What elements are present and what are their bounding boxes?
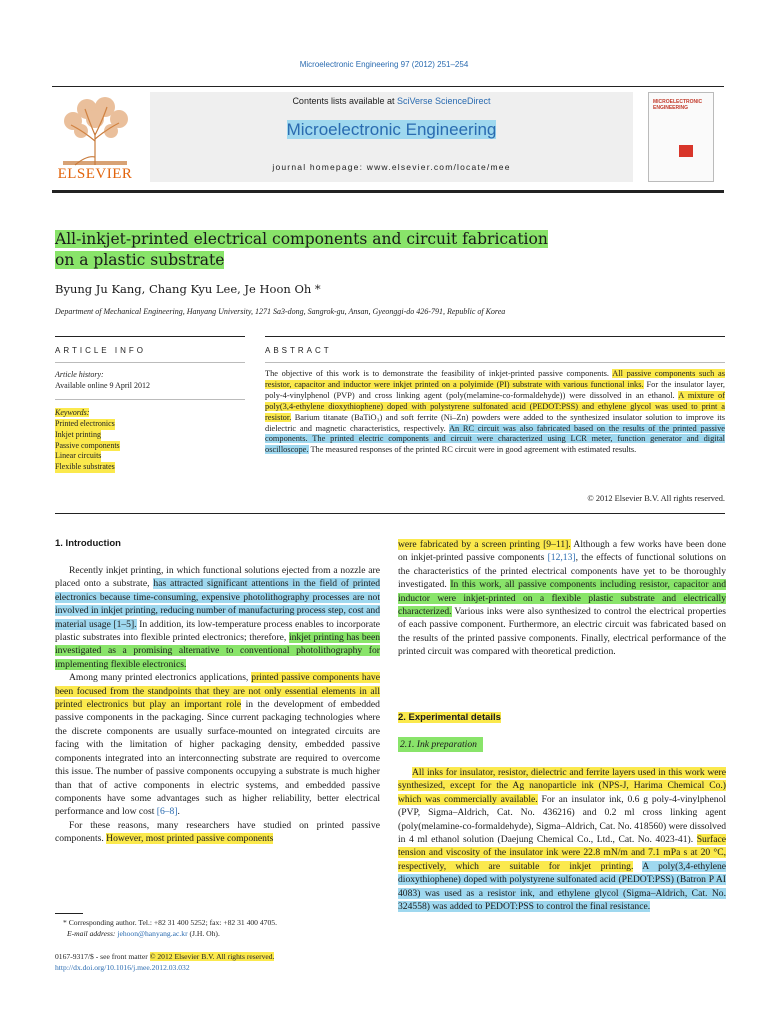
text-run: Various inks were also synthesized to control the electrical properties of each passive component. Furthermore, an electric circuit was fabricated based on the results of the printed passive components. Finally, electrical performance of the printed circuit was compared with theoretical prediction.: [398, 606, 726, 658]
keywords-list: [55, 419, 185, 473]
paper-title-line-1: All-inkjet-printed electrical components and circuit fabrication: [55, 230, 548, 248]
journal-masthead: [150, 92, 633, 182]
abstract-rule: [265, 336, 725, 337]
ink-preparation-column: [398, 766, 726, 913]
journal-homepage-link[interactable]: journal homepage: www.elsevier.com/locate/mee: [272, 162, 511, 172]
journal-title[interactable]: [150, 120, 633, 140]
keyword: Flexible substrates: [55, 462, 115, 472]
article-info-label: ARTICLE INFO: [55, 346, 146, 355]
citation-link[interactable]: [12,13]: [547, 552, 576, 564]
body-top-rule: [55, 513, 725, 514]
affiliation: Department of Mechanical Engineering, Hanyang University, 1271 Sa3-dong, Sangrok-gu, Ansan, Gyeonggi-do 426-791, Republic of Korea: [55, 307, 506, 316]
text-run: in the development of embedded passive components in the packaging. Since current packaging technologies where the discrete components are usually surface-mounted on integrated circuits are facing with the limitation of higher packaging density, embedded passive components integrated into an interconnecting substrate are required to overcome this issue. The number of passive components occupying a substrate is much higher than that of active components in electric systems, and embedded passive components have some advantages such as higher reliability, better electrical performance and low cost: [55, 699, 380, 818]
journal-reference[interactable]: Microelectronic Engineering 97 (2012) 251–254: [299, 60, 469, 69]
text-run-highlighted: A poly(3,4-ethylene dioxythiophene) doped with polystyrene sulfonated acid (PEDOT:PSS) (Batron P AI 4083) was used as a resistor ink, and ethylene glycol (Sigma–Aldrich, Cat. No. 324558) was added to PEDOT:PSS to control the final resistance.: [398, 860, 727, 913]
abstract-sentence: For the insulator layer, poly-4-vinylphenol (PVP) and cross linking agent (poly(melamine-co-formaldehyde)) were dissolved in an ethanol.: [265, 379, 726, 400]
text-run-highlighted: All inks for insulator, resistor, dielectric and ferrite layers used in this work were synthesized, except for the Ag nanoparticle ink (NPS-J, Harima Chemical Co.) which was commercially available.: [398, 767, 726, 805]
abstract-sentence: The objective of this work is to demonstrate the feasibility of inkjet-printed passive components.: [265, 369, 613, 378]
abstract-sentence-highlighted: All passive components such as resistor, capacitor and inductor were inkjet printed on a polyimide (PI) substrate with various functional inks.: [265, 369, 725, 389]
email-label: E-mail address:: [67, 928, 118, 938]
history-value: Available online 9 April 2012: [55, 381, 150, 390]
article-info-divider: [55, 362, 245, 363]
text-run: [633, 861, 642, 872]
issn-text: 0167-9317/$ - see front matter: [55, 952, 150, 961]
text-run-highlighted: In this work, all passive components including resistor, capacitor and inductor were inkjet-printed on a flexible plastic substrate and electrically characterized.: [398, 579, 727, 618]
keywords-label-text: Keywords:: [55, 408, 90, 417]
abstract-sentence-highlighted: An RC circuit was also fabricated based on the results of the printed passive components. The printed electric components and circuit were characterized using LCR meter, function generator and digital oscilloscope.: [265, 423, 725, 455]
text-run-highlighted: However, most printed passive components: [106, 833, 274, 845]
contents-prefix: Contents lists available at: [292, 96, 397, 106]
text-run: .: [177, 806, 180, 818]
text-run: , the effects of functional solutions on the characteristics of the printed electrical components have yet to be thoroughly investigated.: [398, 552, 727, 591]
doi-link[interactable]: http://dx.doi.org/10.1016/j.mee.2012.03.032: [55, 962, 190, 972]
footnote: [55, 918, 385, 939]
keyword: Linear circuits: [55, 451, 102, 461]
email-suffix: (J.H. Oh).: [187, 928, 220, 938]
text-run: Although a few works have been done on inkjet-printed passive components: [398, 539, 726, 564]
introduction-heading: 1. Introduction: [55, 538, 121, 549]
keywords-label: [55, 408, 89, 419]
right-column: [398, 538, 726, 659]
author-list[interactable]: Byung Ju Kang, Chang Kyu Lee, Je Hoon Oh *: [55, 282, 321, 296]
intro-paragraph-3-cont: [398, 538, 726, 659]
article-info-rule: [55, 336, 245, 337]
abstract-copyright: © 2012 Elsevier B.V. All rights reserved.: [587, 494, 725, 503]
abstract-divider: [265, 362, 725, 363]
keyword: Inkjet printing: [55, 429, 101, 439]
text-run: For these reasons, many researchers have studied on printed passive components.: [55, 819, 380, 845]
journal-title-text: Microelectronic Engineering: [286, 120, 497, 139]
text-run-highlighted: inkjet printing has been investigated as a promising alternative to conventional photolithography for implementing flexible electronics.: [55, 632, 380, 670]
paper-title-line-2: on a plastic substrate: [55, 251, 225, 269]
experimental-heading-text: 2. Experimental details: [398, 712, 501, 723]
footnote-rule: [55, 913, 83, 914]
ink-preparation-heading: [398, 739, 483, 750]
left-column: [55, 564, 380, 846]
paper-title: [55, 229, 695, 271]
journal-cover-thumbnail[interactable]: [648, 92, 714, 182]
keywords-divider: [55, 399, 245, 400]
intro-paragraph-1: [55, 564, 380, 671]
experimental-heading: [398, 712, 501, 723]
abstract-text: [265, 369, 725, 456]
abstract-sentence: Barium titanate (BaTiO₃) and soft ferrite (Ni–Zn) powders were added to the synthesized insulator solution to improve its dielectric and magnetic characteristics, respectively.: [265, 412, 725, 433]
ink-preparation-heading-text: 2.1. Ink preparation: [398, 737, 483, 752]
publisher-name: ELSEVIER: [57, 166, 133, 182]
intro-paragraph-3: [55, 819, 380, 846]
text-run-highlighted: printed passive components have been focused from the standpoints that they are not only essential elements in all printed electronics but play an important role: [55, 672, 380, 711]
text-run: For an insulator ink, 0.6 g poly-4-vinylphenol (PVP, Sigma–Aldrich, Cat. No. 436216) and 0.2 ml cross linking agent (poly(melamine-co-formaldehyde), Sigma–Aldrich, Cat. No. 418560) were dissolved in 4 ml ethanol solution (Daejung Chemical Co., Ltd., Cat. No. 4023-41).: [398, 793, 726, 846]
keyword: Passive components: [55, 440, 120, 450]
text-run: In addition, its low-temperature process enables to incorporate plastic substrates into flexible printed electronics; therefore,: [55, 618, 381, 644]
rights-text: © 2012 Elsevier B.V. All rights reserved.: [149, 952, 275, 961]
cover-graphic: [679, 145, 693, 157]
abstract-sentence-highlighted: A mixture of poly(3,4-ethylene dioxythiophene) doped with polystyrene sulfonated acid (PEDOT:PSS) and ethylene glycol was used to print a resistor.: [265, 390, 725, 422]
ink-preparation-paragraph: [398, 766, 726, 913]
footer: [55, 952, 385, 973]
text-run: Recently inkjet printing, in which functional solutions ejected from a nozzle are placed onto a substrate,: [55, 565, 380, 590]
header-top-rule: [52, 86, 724, 87]
sciencedirect-link[interactable]: SciVerse ScienceDirect: [397, 96, 491, 106]
text-run: Among many printed electronics applications,: [69, 672, 252, 684]
header-bottom-rule: [52, 190, 724, 193]
contents-line: [150, 96, 633, 106]
abstract-label: ABSTRACT: [265, 346, 332, 355]
abstract-sentence: The measured responses of the printed RC circuit were in good agreement with estimated results.: [308, 445, 637, 455]
citation-link[interactable]: [6–8]: [156, 806, 178, 818]
text-run-highlighted: Surface tension and viscosity of the insulator ink were 22.8 mN/m and 7.1 mPa s at 20 °C, respectively, which are suitable for inkjet printing.: [398, 834, 726, 872]
cover-title: MICROELECTRONIC ENGINEERING: [653, 99, 703, 111]
text-run-highlighted: were fabricated by a screen printing [9–11].: [398, 539, 571, 550]
history-label: Article history:: [55, 370, 104, 379]
intro-paragraph-2: [55, 671, 380, 818]
text-run-highlighted: has attracted significant attentions in the field of printed electronics because time-consuming, expensive photolithography processes are not involved in inkjet printing, reducing number of manufacturing process step, cost and material usage [1–5].: [55, 578, 380, 630]
email-link[interactable]: jehoon@hanyang.ac.kr: [117, 928, 188, 938]
corresponding-author: * Corresponding author. Tel.: +82 31 400 5252; fax: +82 31 400 4705.: [63, 918, 277, 927]
keyword: Printed electronics: [55, 419, 115, 428]
